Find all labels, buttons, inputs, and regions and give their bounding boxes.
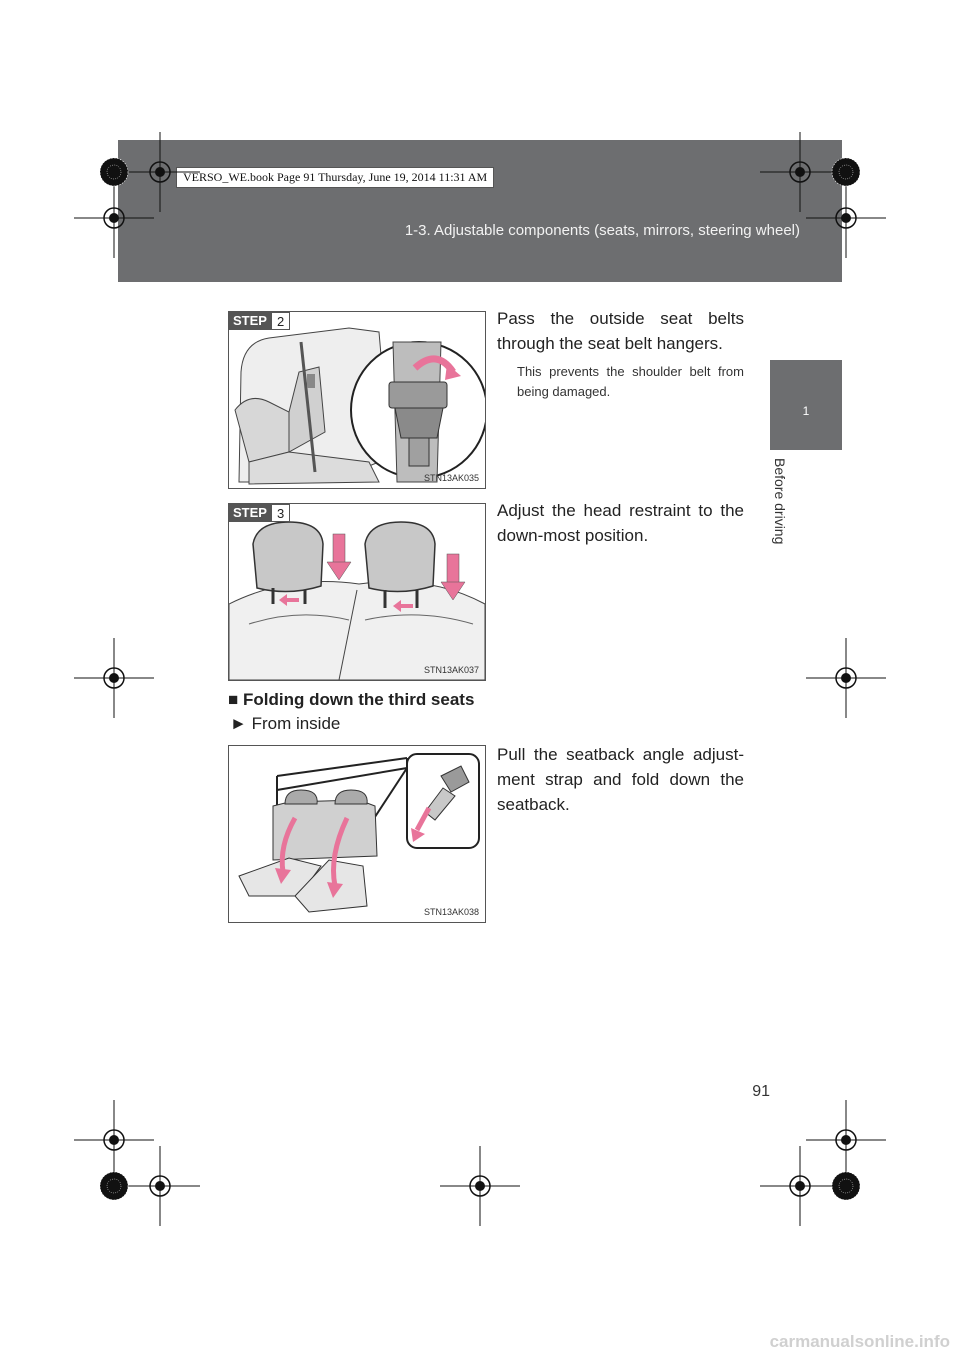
- registration-crosshair-icon: [760, 132, 840, 212]
- step-badge: [229, 504, 290, 522]
- seat-belt-illustration: [229, 312, 485, 488]
- registration-crosshair-icon: [120, 132, 200, 212]
- step-3-text: Adjust the head restraint to the down-most position.: [497, 501, 744, 545]
- triangle-bullet-icon: ►: [230, 714, 247, 733]
- head-restraint-illustration: [229, 504, 485, 680]
- figure-code: STN13AK035: [423, 473, 479, 483]
- registration-crosshair-icon: [120, 1146, 200, 1226]
- registration-starburst-icon: [832, 158, 860, 186]
- subheading-text: From inside: [251, 714, 341, 733]
- step-2-note: This prevents the shoulder belt from being damaged.: [517, 364, 744, 399]
- watermark: carmanualsonline.info: [769, 1332, 950, 1351]
- step-number: 2: [271, 312, 290, 330]
- side-tab-label: Before driving: [772, 458, 788, 545]
- folding-text: Pull the seatback angle adjust-ment strap and fold down the seatback.: [497, 745, 744, 814]
- third-seat-illustration: [229, 746, 485, 922]
- figure-seat-belt-hanger: [228, 311, 486, 489]
- figure-head-restraint: [228, 503, 486, 681]
- registration-crosshair-icon: [74, 638, 154, 718]
- registration-starburst-icon: [832, 1172, 860, 1200]
- heading-text: Folding down the third seats: [243, 690, 475, 709]
- registration-crosshair-icon: [440, 1146, 520, 1226]
- registration-crosshair-icon: [806, 1100, 886, 1180]
- figure-code: STN13AK037: [423, 665, 479, 675]
- registration-crosshair-icon: [806, 178, 886, 258]
- square-bullet-icon: ■: [228, 690, 239, 709]
- subheading: [230, 714, 340, 734]
- step-label: STEP: [229, 312, 271, 330]
- registration-crosshair-icon: [760, 1146, 840, 1226]
- section-heading: [228, 690, 474, 710]
- figure-code: STN13AK038: [423, 907, 479, 917]
- registration-crosshair-icon: [74, 178, 154, 258]
- step-2-text: Pass the outside seat belts through the seat belt hangers.: [497, 309, 744, 353]
- step-label: STEP: [229, 504, 271, 522]
- book-info-label: VERSO_WE.book Page 91 Thursday, June 19, 2014 11:31 AM: [176, 167, 494, 188]
- registration-starburst-icon: [100, 1172, 128, 1200]
- figure-third-seat: [228, 745, 486, 923]
- section-title: 1-3. Adjustable components (seats, mirrors, steering wheel): [404, 222, 800, 239]
- step-badge: [229, 312, 290, 330]
- side-tab-number: 1: [802, 404, 810, 418]
- registration-crosshair-icon: [806, 638, 886, 718]
- registration-starburst-icon: [100, 158, 128, 186]
- step-number: 3: [271, 504, 290, 522]
- page-number: 91: [752, 1083, 770, 1100]
- registration-crosshair-icon: [74, 1100, 154, 1180]
